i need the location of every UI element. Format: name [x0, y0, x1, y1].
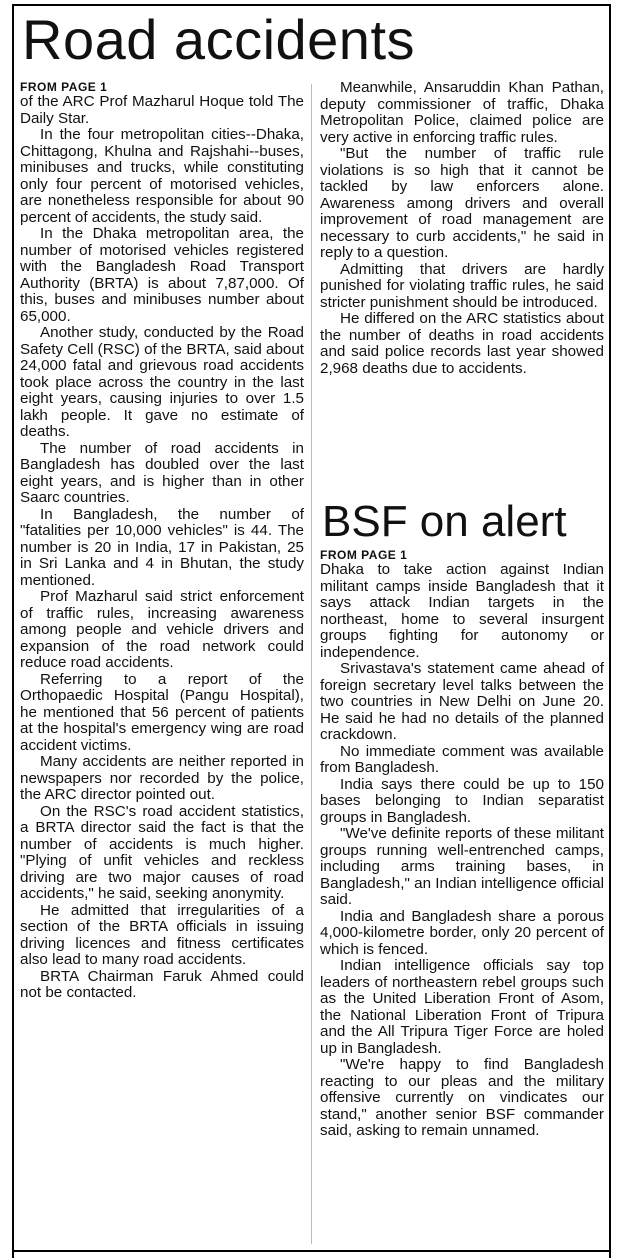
paragraph: India says there could be up to 150 bases belonging to Indian separatist groups in Bangladesh.	[320, 775, 604, 826]
paragraph: On the RSC's road accident statistics, a BRTA director said the fact is that the number of accidents is much higher. "Plying of unfit vehicles and reckless driving are two major causes of road accidents," he said, seeking anonymity.	[20, 802, 304, 902]
paragraph: Dhaka to take action against Indian militant camps inside Bangladesh that it says attack Indian targets in the northeast, home to several insurgent groups fighting for autonomy or independence.	[320, 561, 604, 661]
road-accidents-left-column	[20, 80, 304, 1002]
frame-right-rule	[609, 4, 611, 1258]
paragraph: In the Dhaka metropolitan area, the number of motorised vehicles registered with the Bangladesh Road Transport Authority (BRTA) is about 7,87,000. Of this, buses and minibuses number about 65,000.	[20, 225, 304, 325]
paragraph: No immediate comment was available from Bangladesh.	[320, 742, 604, 776]
paragraph: "We're happy to find Bangladesh reacting to our pleas and the military offensive currently on vindicates our stand," another senior BSF commander said, asking to remain unnamed.	[320, 1056, 604, 1139]
article-headline-bsf-on-alert: BSF on alert	[322, 497, 567, 546]
paragraph: India and Bangladesh share a porous 4,000-kilometre border, only 20 percent of which is fenced.	[320, 907, 604, 958]
paragraph: "But the number of traffic rule violations is so high that it cannot be tackled by law enforcers alone. Awareness among drivers and overall improvement of road management are necessary to curb accidents," he said in reply to a question.	[320, 145, 604, 261]
frame-left-rule	[12, 4, 14, 1258]
paragraph: Indian intelligence officials say top leaders of northeastern rebel groups such as the United Liberation Front of Asom, the National Liberation Front of Tripura and the All Tripura Tiger Force are holed up in Bangladesh.	[320, 957, 604, 1057]
paragraph: of the ARC Prof Mazharul Hoque told The Daily Star.	[20, 93, 304, 127]
paragraph: BRTA Chairman Faruk Ahmed could not be contacted.	[20, 967, 304, 1001]
paragraph: Another study, conducted by the Road Safety Cell (RSC) of the BRTA, said about 24,000 fatal and grievous road accidents took place across the country in the last eight years, causing injuries to over 1.5 lakh people. It gave no estimate of deaths.	[20, 324, 304, 440]
paragraph: In the four metropolitan cities--Dhaka, Chittagong, Khulna and Rajshahi--buses, minibuses and trucks, while constituting only four percent of motorised vehicles, are nonetheless responsible for about 90 percent of accidents, the study said.	[20, 126, 304, 226]
road-accidents-right-column	[320, 80, 604, 377]
paragraph: He differed on the ARC statistics about the number of deaths in road accidents and said police records last year showed 2,968 deaths due to accidents.	[320, 310, 604, 377]
paragraph: Many accidents are neither reported in newspapers nor recorded by the police, the ARC director pointed out.	[20, 753, 304, 803]
paragraph: "We've definite reports of these militant groups running well-entrenched camps, including arms training bases, in Bangladesh," an Indian intelligence official said.	[320, 825, 604, 908]
paragraph: Referring to a report of the Orthopaedic Hospital (Pangu Hospital), he mentioned that 56 percent of patients at the hospital's emergency wing are road accident victims.	[20, 670, 304, 754]
from-page-label: FROM PAGE 1	[320, 548, 408, 562]
paragraph: Srivastava's statement came ahead of foreign secretary level talks between the two countries in New Delhi on June 20. He said he had no details of the planned crackdown.	[320, 660, 604, 743]
article-headline-road-accidents: Road accidents	[22, 8, 416, 71]
paragraph: Admitting that drivers are hardly punished for violating traffic rules, he said stricter punishment should be introduced.	[320, 260, 604, 311]
frame-bottom-rule	[12, 1250, 611, 1252]
paragraph: In Bangladesh, the number of "fatalities per 10,000 vehicles" is 44. The number is 20 in India, 17 in Pakistan, 25 in Sri Lanka and 4 in Bhutan, the study mentioned.	[20, 505, 304, 589]
paragraph: Prof Mazharul said strict enforcement of traffic rules, increasing awareness among people and vehicle drivers and expansion of the road network could reduce road accidents.	[20, 588, 304, 671]
from-page-label: FROM PAGE 1	[20, 80, 108, 94]
paragraph: Meanwhile, Ansaruddin Khan Pathan, deputy commissioner of traffic, Dhaka Metropolitan Police, claimed police are very active in enforcing traffic rules.	[320, 79, 604, 146]
frame-top-rule	[12, 4, 611, 6]
column-divider	[311, 84, 312, 1244]
paragraph: He admitted that irregularities of a section of the BRTA officials in issuing driving licences and fitness certificates also lead to many road accidents.	[20, 901, 304, 968]
bsf-on-alert-column	[320, 548, 604, 1140]
paragraph: The number of road accidents in Bangladesh has doubled over the last eight years, and is higher than in other Saarc countries.	[20, 439, 304, 506]
